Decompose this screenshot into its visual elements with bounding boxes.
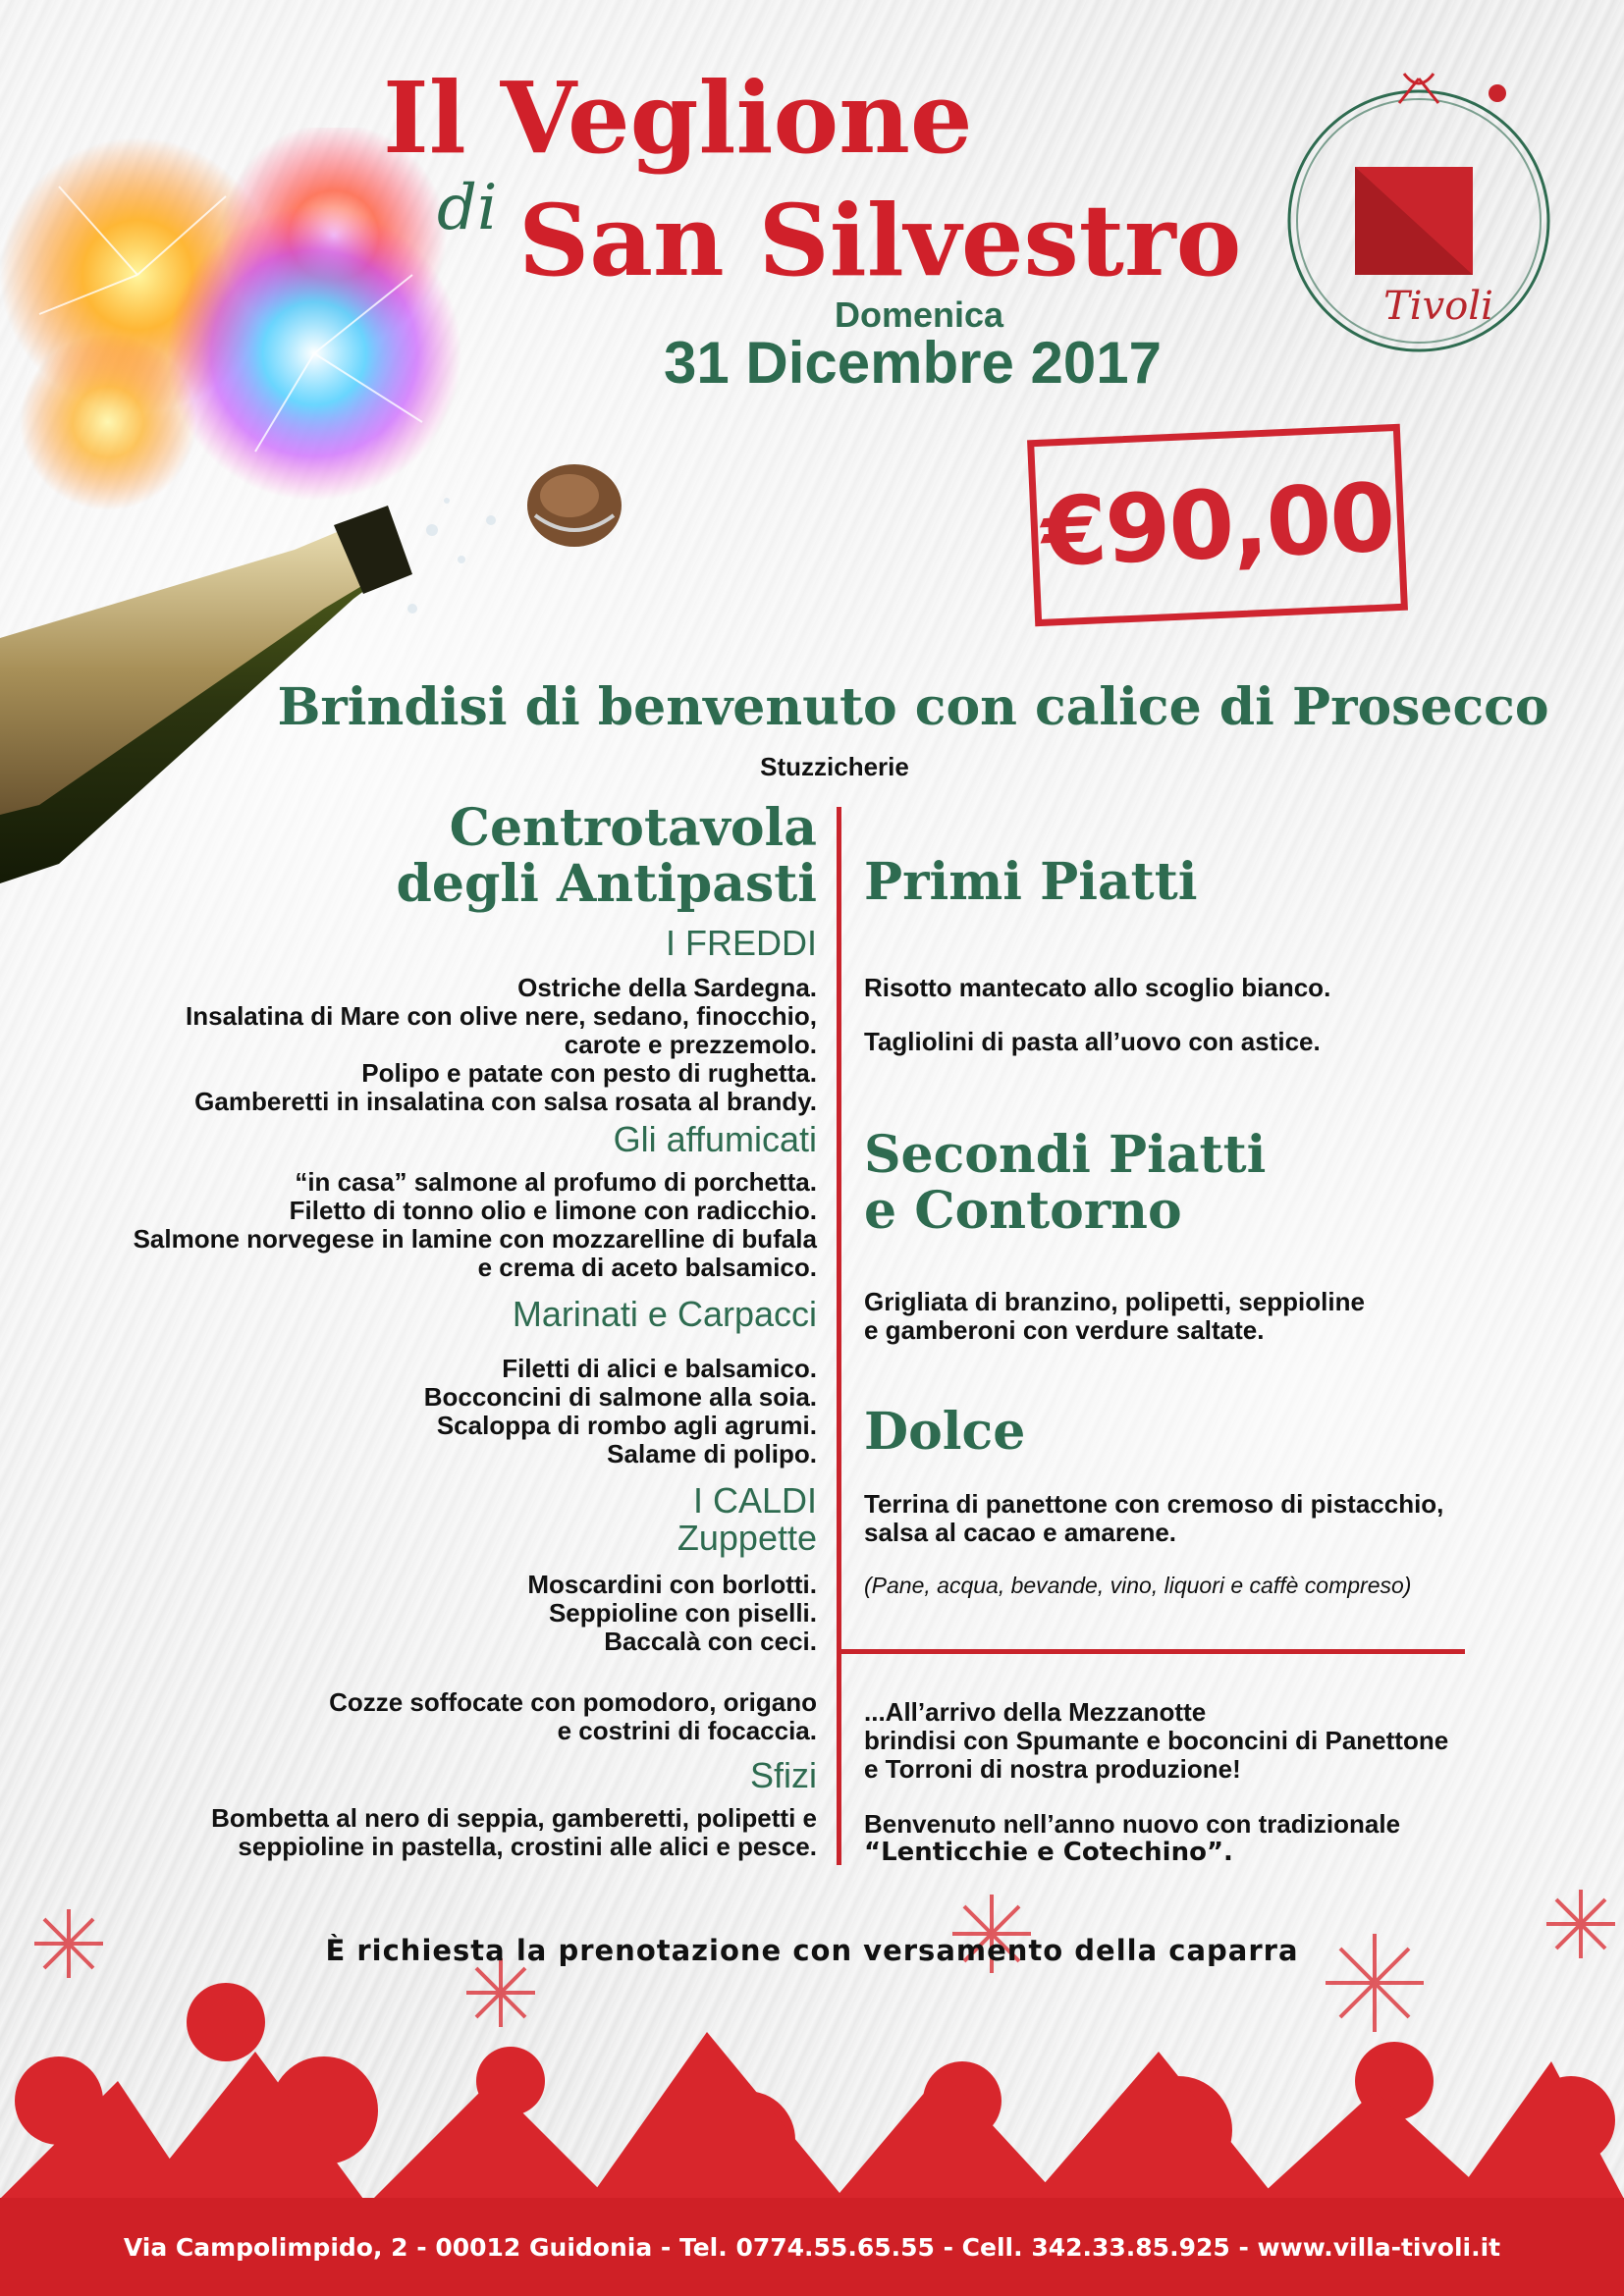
stuzzicherie-label: Stuzzicherie — [760, 752, 909, 781]
list-item: Ostriche della Sardegna. — [517, 973, 817, 1002]
primi-list — [864, 974, 1551, 1056]
price-value: €90,00 — [1039, 462, 1396, 588]
cork-illustration — [515, 447, 633, 564]
list-item: e Torroni di nostra produzione! — [864, 1754, 1241, 1785]
affumicati-title: Gli affumicati — [613, 1119, 817, 1159]
footer-bar — [0, 2198, 1624, 2296]
list-item: Cozze soffocate con pomodoro, origano — [329, 1687, 817, 1717]
list-item: Salmone norvegese in lamine con mozzarelline di bufala — [133, 1224, 817, 1255]
list-item: “in casa” salmone al profumo di porchetta. — [295, 1167, 817, 1197]
list-item: “Lenticchie e Cotechino”. — [864, 1838, 1233, 1868]
title-line-2: San Silvestro — [518, 183, 1242, 298]
list-item: Filetti di alici e balsamico. — [502, 1354, 817, 1383]
list-item: Filetto di tonno olio e limone con radicchio. — [289, 1196, 817, 1226]
secondi-heading: Secondi Piatti e Contorno — [864, 1125, 1267, 1242]
list-item: Scaloppa di rombo agli agrumi. — [436, 1411, 817, 1441]
list-item: brindisi con Spumante e boconcini di Panettone — [864, 1726, 1449, 1756]
welcome-toast: Brindisi di benvenuto con calice di Prosecco — [277, 677, 1549, 737]
list-item: Salame di polipo. — [607, 1439, 817, 1469]
marinati-list — [59, 1355, 817, 1468]
caldi-title: I CALDI Zuppette — [677, 1480, 817, 1558]
dolce-heading: Dolce — [864, 1402, 1026, 1462]
list-item: Grigliata di branzino, polipetti, seppioline — [864, 1287, 1365, 1316]
caldi-list-2 — [59, 1688, 817, 1745]
mezzanotte-block — [864, 1698, 1551, 1784]
sfizi-title: Sfizi — [749, 1755, 817, 1795]
list-item: Insalatina di Mare con olive nere, sedano, finocchio, — [186, 1001, 817, 1032]
list-item: seppioline in pastella, crostini alle alici e pesce. — [238, 1832, 817, 1862]
event-day: Domenica — [835, 294, 1004, 335]
list-item: Risotto mantecato allo scoglio bianco. — [864, 973, 1331, 1002]
svg-text:Tivoli: Tivoli — [1383, 284, 1493, 329]
villa-tivoli-logo — [1276, 54, 1561, 358]
list-item: Bocconcini di salmone alla soia. — [423, 1382, 817, 1413]
secondi-list — [864, 1288, 1551, 1345]
list-item: Polipo e patate con pesto di rughetta. — [361, 1058, 817, 1089]
event-date: 31 Dicembre 2017 — [664, 330, 1163, 396]
list-item: Gamberetti in insalatina con salsa rosata al brandy. — [194, 1087, 817, 1117]
list-item: Bombetta al nero di seppia, gamberetti, polipetti e — [211, 1803, 817, 1833]
column-divider — [837, 807, 841, 1865]
antipasti-heading: Centrotavola degli Antipasti — [396, 798, 817, 915]
list-item: salsa al cacao e amarene. — [864, 1518, 1177, 1548]
reservation-note: È richiesta la prenotazione con versamento della caparra — [325, 1934, 1299, 1967]
list-item: Moscardini con borlotti. — [527, 1570, 817, 1599]
sfizi-list — [59, 1804, 817, 1861]
list-item: e gamberoni con verdure saltate. — [864, 1315, 1265, 1346]
freddi-title: I FREDDI — [665, 923, 817, 963]
list-item: Benvenuto nell’anno nuovo con tradizionale — [864, 1809, 1401, 1839]
snowflakes-decoration — [0, 1855, 1624, 2199]
affumicati-list — [59, 1168, 817, 1282]
list-item: Baccalà con ceci. — [604, 1627, 817, 1657]
dolce-list — [864, 1490, 1551, 1547]
list-item: Seppioline con piselli. — [548, 1598, 817, 1629]
title-di: di — [437, 172, 498, 244]
list-item: e costrini di focaccia. — [557, 1716, 817, 1746]
section-divider — [840, 1649, 1465, 1654]
primi-heading: Primi Piatti — [864, 852, 1198, 912]
list-item: carote e prezzemolo. — [564, 1030, 817, 1060]
list-item: ...All’arrivo della Mezzanotte — [864, 1697, 1207, 1727]
title-line-1: Il Veglione — [383, 60, 973, 176]
footer-contact: Via Campolimpido, 2 - 00012 Guidonia - Tel. 0774.55.65.55 - Cell. 342.33.85.925 - www.villa-tivoli.it — [123, 2232, 1501, 2262]
list-item: Tagliolini di pasta all’uovo con astice. — [864, 1027, 1321, 1057]
list-item: e crema di aceto balsamico. — [477, 1253, 817, 1283]
caldi-list — [59, 1571, 817, 1656]
list-item: Terrina di panettone con cremoso di pistacchio, — [864, 1489, 1444, 1519]
freddi-list — [59, 974, 817, 1117]
marinati-title: Marinati e Carpacci — [512, 1294, 817, 1334]
price-stamp — [1027, 424, 1408, 626]
dolce-note: (Pane, acqua, bevande, vino, liquori e caffè compreso) — [864, 1573, 1412, 1598]
